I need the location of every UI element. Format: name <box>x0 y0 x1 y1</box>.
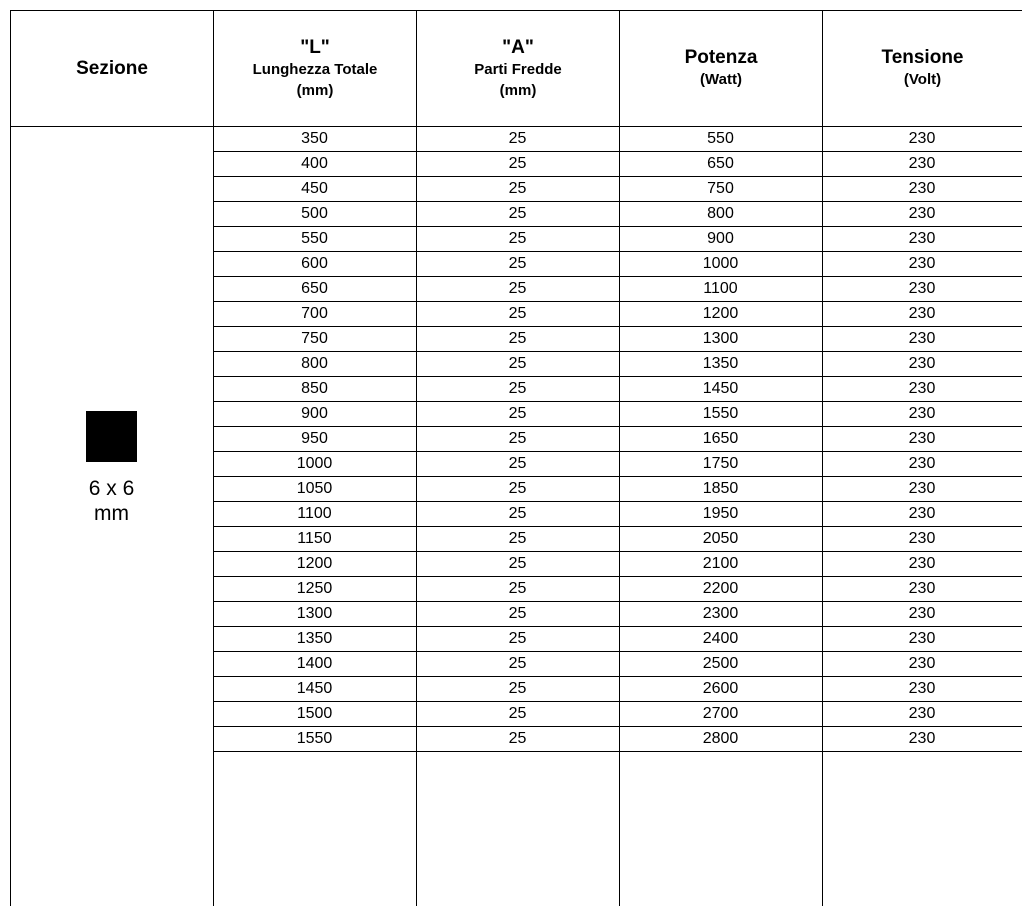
header-potenza <box>620 11 822 126</box>
cell-parti-fredde: 25 <box>508 205 527 222</box>
cell-parti-fredde: 25 <box>508 405 527 422</box>
cell-tensione: 230 <box>908 455 936 472</box>
cell-lunghezza: 1300 <box>296 605 333 622</box>
table-row <box>213 377 1022 402</box>
cell-lunghezza: 950 <box>301 430 328 447</box>
cell-potenza: 800 <box>707 205 734 222</box>
sezione-size-label <box>10 476 213 526</box>
header-sezione <box>11 11 213 126</box>
cell-tensione: 230 <box>908 555 936 572</box>
cell-tensione: 230 <box>908 230 936 247</box>
cell-lunghezza: 1250 <box>296 580 333 597</box>
cell-parti-fredde: 25 <box>508 555 527 572</box>
cell-lunghezza: 1400 <box>296 655 333 672</box>
header-sezione-label: Sezione <box>76 57 148 79</box>
sezione-size-line1: 6 x 6 <box>88 477 135 500</box>
cell-lunghezza: 350 <box>301 130 328 147</box>
cell-potenza: 2050 <box>702 530 739 547</box>
table-row <box>213 502 1022 527</box>
cell-tensione: 230 <box>908 130 936 147</box>
cell-tensione: 230 <box>908 605 936 622</box>
cell-parti-fredde: 25 <box>508 730 527 747</box>
cell-tensione: 230 <box>908 255 936 272</box>
table-row <box>213 152 1022 177</box>
cell-tensione: 230 <box>908 430 936 447</box>
square-section-icon <box>86 411 137 462</box>
cell-potenza: 1850 <box>702 480 739 497</box>
table-row <box>213 652 1022 677</box>
cell-lunghezza: 500 <box>301 205 328 222</box>
table-row <box>213 202 1022 227</box>
cell-lunghezza: 1350 <box>296 630 333 647</box>
cell-potenza: 1300 <box>702 330 739 347</box>
cell-potenza: 650 <box>707 155 734 172</box>
cell-potenza: 2700 <box>702 705 739 722</box>
cell-parti-fredde: 25 <box>508 330 527 347</box>
cell-lunghezza: 1150 <box>297 530 332 547</box>
table-row <box>213 277 1022 302</box>
sezione-cell <box>10 127 213 906</box>
table-row <box>213 727 1022 752</box>
cell-lunghezza: 450 <box>301 180 328 197</box>
cell-parti-fredde: 25 <box>508 155 527 172</box>
cell-tensione: 230 <box>908 730 936 747</box>
table-row <box>213 552 1022 577</box>
cell-parti-fredde: 25 <box>508 255 527 272</box>
header-parti-fredde <box>417 11 619 126</box>
cell-lunghezza: 850 <box>301 380 328 397</box>
table-row <box>213 327 1022 352</box>
cell-parti-fredde: 25 <box>508 630 527 647</box>
cell-tensione: 230 <box>908 480 936 497</box>
cell-parti-fredde: 25 <box>508 655 527 672</box>
cell-parti-fredde: 25 <box>508 180 527 197</box>
header-tensione-name: Tensione <box>881 47 964 68</box>
cell-lunghezza: 1000 <box>296 455 333 472</box>
cell-potenza: 1450 <box>702 380 739 397</box>
cell-tensione: 230 <box>908 705 936 722</box>
cell-parti-fredde: 25 <box>508 305 527 322</box>
table-row <box>213 352 1022 377</box>
cell-parti-fredde: 25 <box>508 455 527 472</box>
table-row <box>213 427 1022 452</box>
cell-potenza: 1200 <box>702 305 739 322</box>
header-potenza-unit: (Watt) <box>700 71 742 88</box>
cell-tensione: 230 <box>908 180 936 197</box>
cell-parti-fredde: 25 <box>508 580 527 597</box>
cell-potenza: 750 <box>707 180 734 197</box>
spec-table <box>10 10 1022 906</box>
cell-potenza: 1950 <box>702 505 739 522</box>
table-row <box>213 627 1022 652</box>
cell-parti-fredde: 25 <box>508 530 527 547</box>
cell-parti-fredde: 25 <box>508 355 527 372</box>
cell-potenza: 900 <box>707 230 734 247</box>
cell-parti-fredde: 25 <box>508 130 527 147</box>
cell-tensione: 230 <box>908 355 936 372</box>
table-row <box>213 227 1022 252</box>
cell-tensione: 230 <box>908 305 936 322</box>
cell-tensione: 230 <box>908 380 936 397</box>
cell-tensione: 230 <box>908 155 936 172</box>
cell-tensione: 230 <box>908 330 936 347</box>
header-l-unit: (mm) <box>296 81 334 99</box>
table-row <box>213 577 1022 602</box>
header-tensione-unit: (Volt) <box>903 71 942 88</box>
cell-lunghezza: 1500 <box>296 705 333 722</box>
header-l-name: Lunghezza Totale <box>252 60 378 78</box>
cell-lunghezza: 900 <box>301 405 328 422</box>
cell-parti-fredde: 25 <box>508 680 527 697</box>
cell-tensione: 230 <box>908 405 936 422</box>
table-row <box>213 527 1022 552</box>
table-row <box>213 702 1022 727</box>
cell-tensione: 230 <box>908 505 936 522</box>
cell-lunghezza: 1200 <box>296 555 333 572</box>
table-body <box>213 127 1022 752</box>
cell-potenza: 1000 <box>702 255 739 272</box>
cell-potenza: 2500 <box>702 655 739 672</box>
table-row <box>213 402 1022 427</box>
sezione-size-line2: mm <box>94 502 129 525</box>
cell-lunghezza: 1450 <box>296 680 333 697</box>
cell-tensione: 230 <box>908 580 936 597</box>
cell-potenza: 2200 <box>702 580 739 597</box>
cell-tensione: 230 <box>908 680 936 697</box>
cell-potenza: 2100 <box>702 555 739 572</box>
cell-potenza: 1550 <box>702 405 739 422</box>
cell-lunghezza: 550 <box>301 230 328 247</box>
cell-lunghezza: 700 <box>301 305 328 322</box>
cell-lunghezza: 1100 <box>297 505 332 522</box>
table-row <box>213 477 1022 502</box>
cell-lunghezza: 650 <box>301 280 328 297</box>
table-row <box>213 252 1022 277</box>
cell-potenza: 2600 <box>702 680 739 697</box>
cell-tensione: 230 <box>908 655 936 672</box>
table-row <box>213 177 1022 202</box>
cell-potenza: 1650 <box>702 430 739 447</box>
cell-lunghezza: 750 <box>301 330 328 347</box>
cell-lunghezza: 600 <box>301 255 328 272</box>
cell-parti-fredde: 25 <box>508 380 527 397</box>
cell-parti-fredde: 25 <box>508 705 527 722</box>
cell-parti-fredde: 25 <box>508 480 527 497</box>
cell-potenza: 1750 <box>702 455 739 472</box>
cell-potenza: 2300 <box>702 605 739 622</box>
table-row <box>213 677 1022 702</box>
cell-tensione: 230 <box>908 530 936 547</box>
cell-potenza: 2800 <box>702 730 739 747</box>
header-tensione <box>823 11 1022 126</box>
cell-potenza: 550 <box>707 130 734 147</box>
header-a-name: Parti Fredde <box>474 60 562 78</box>
header-lunghezza <box>214 11 416 126</box>
header-a-code: "A" <box>502 36 534 58</box>
table-row <box>213 302 1022 327</box>
header-a-unit: (mm) <box>499 81 537 99</box>
cell-tensione: 230 <box>908 280 936 297</box>
cell-parti-fredde: 25 <box>508 280 527 297</box>
table-row <box>213 127 1022 152</box>
cell-parti-fredde: 25 <box>508 605 527 622</box>
cell-potenza: 2400 <box>702 630 739 647</box>
cell-lunghezza: 400 <box>301 155 328 172</box>
cell-lunghezza: 800 <box>301 355 328 372</box>
header-l-code: "L" <box>300 36 330 58</box>
cell-parti-fredde: 25 <box>508 505 527 522</box>
cell-potenza: 1100 <box>703 280 738 297</box>
header-potenza-name: Potenza <box>684 47 758 68</box>
cell-parti-fredde: 25 <box>508 430 527 447</box>
cell-lunghezza: 1050 <box>296 480 333 497</box>
table-row <box>213 602 1022 627</box>
cell-tensione: 230 <box>908 630 936 647</box>
cell-lunghezza: 1550 <box>296 730 333 747</box>
cell-parti-fredde: 25 <box>508 230 527 247</box>
cell-potenza: 1350 <box>702 355 739 372</box>
cell-tensione: 230 <box>908 205 936 222</box>
table-row <box>213 452 1022 477</box>
